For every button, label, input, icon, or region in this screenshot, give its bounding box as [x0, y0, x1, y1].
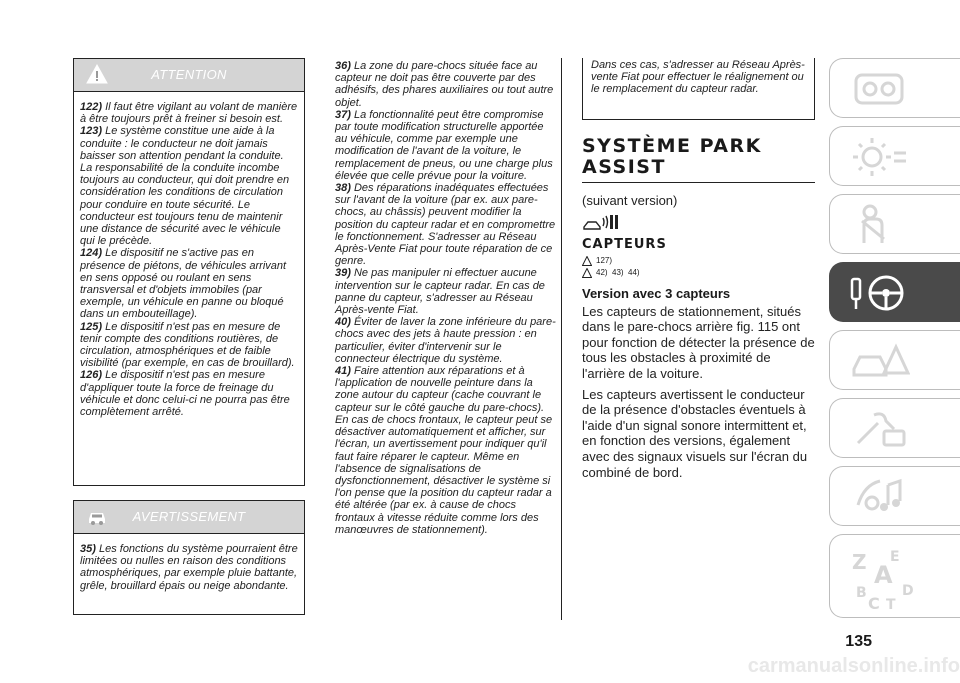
safety-seatbelt-icon	[850, 203, 910, 247]
note-39: 39) Ne pas manipuler ni effectuer aucune intervention sur le capteur radar. En cas de panne du capteur, s'adresser au Réseau Après-vente Fiat.	[335, 267, 545, 317]
tab-dashboard[interactable]	[829, 58, 960, 118]
warning-triangle-car-icon	[850, 339, 910, 383]
alphabetical-index-icon	[850, 543, 930, 613]
chapter-tabs	[829, 58, 960, 618]
svg-text:Z: Z	[852, 550, 867, 574]
ref-row-1: 127)	[582, 256, 815, 266]
avertissement-box	[73, 500, 305, 615]
svg-text:B: B	[856, 585, 867, 601]
note-122: 122) Il faut être vigilant au volant de manière à être toujours prêt à freiner si besoin est.	[80, 101, 298, 126]
note-123: 123) Le système constitue une aide à la conduite : le conducteur ne doit jamais baisser son attention pendant la conduite. La responsabilité de la conduite incombe toujours au conducteur, qui doit prendre en considération les conditions de circulation pour conduire en toute sécurité. Le conducteur est toujours tenu de maintenir une distance de sécurité avec le véhicule qui le précède.	[80, 125, 290, 248]
tab-emergency[interactable]	[829, 330, 960, 390]
warning-triangle-icon	[582, 256, 592, 266]
avertissement-notes	[74, 534, 304, 592]
svg-text:D: D	[902, 583, 914, 599]
note-125: 125) Le dispositif n'est pas en mesure de tenir compte des conditions routières, de circulation, atmosphériques et de faible visibilité (par exemple, en cas de brouillard).	[80, 320, 295, 370]
tab-lights[interactable]	[829, 126, 960, 186]
continuation-text: Dans ces cas, s'adresser au Réseau Après-vente Fiat pour effectuer le réalignement ou le remplacement du capteur radar.	[591, 59, 805, 96]
tab-maintenance[interactable]	[829, 398, 960, 458]
avertissement-title: AVERTISSEMENT	[132, 509, 246, 524]
note-38: 38) Des réparations inadéquates effectuées sur l'avant de la voiture (par ex. aux pare-chocs, au châssis) peuvent modifier la position du capteur radar et en compromettre le fonctionnement. S'adresser au Réseau Après-Vente Fiat pour toute réparation de ce genre.	[335, 182, 556, 268]
attention-title: ATTENTION	[151, 67, 227, 82]
tab-starting-driving[interactable]	[829, 262, 960, 322]
svg-text:E: E	[890, 549, 900, 565]
attention-box	[73, 58, 305, 486]
svg-text:A: A	[874, 561, 893, 589]
section-title: SYSTÈME PARK ASSIST	[582, 135, 762, 178]
subsection-title: CAPTEURS	[582, 236, 667, 252]
steering-wheel-key-icon	[850, 271, 910, 315]
park-assist-icon	[582, 212, 622, 232]
note-126: 126) Le dispositif n'est pas en mesure d'appliquer toute la force de freinage du véhicule et donc celui-ci ne pourra pas être complètement arrêté.	[80, 369, 290, 419]
version-note: (suivant version)	[582, 193, 678, 208]
svg-text:T: T	[886, 597, 896, 613]
note-124: 124) Le dispositif ne s'active pas en présence de piétons, de véhicules arrivant en sens opposé ou roulant en sens transversal et d'objets immobiles (par exemple, un véhicule en panne ou bloqué dans un embouteillage).	[80, 247, 287, 321]
tab-index[interactable]	[829, 534, 960, 618]
paragraph-1: Les capteurs de stationnement, situés dans le pare-chocs arrière fig. 115 ont pour fonction de détecter la présence de tous les obstacles à proximité de l'arrière de la voiture.	[582, 303, 815, 381]
note-40: 40) Éviter de laver la zone inférieure du pare-chocs avec des jets à haute pression : en particulier, éviter d'intervenir sur le connecteur électrique du système.	[335, 316, 556, 365]
attention-notes	[74, 92, 304, 418]
continuation-box	[582, 58, 815, 120]
dashboard-car-icon	[850, 67, 910, 111]
note-35: 35) Les fonctions du système pourraient être limitées ou nulles en raison des conditions atmosphériques, par exemple pluie battante, grêle, brouillard épais ou neige abondante.	[80, 543, 298, 592]
caution-hand-icon	[582, 268, 592, 278]
multimedia-music-icon	[850, 475, 910, 519]
ref-row-2: 42) 43) 44)	[582, 268, 815, 278]
note-36: 36) La zone du pare-chocs située face au capteur ne doit pas être couverte par des adhésifs, des phares auxiliaires ou tout autre objet.	[335, 60, 554, 109]
note-41: 41) Faire attention aux réparations et à l'application de nouvelle peinture dans la zone autour du capteur (cache couvrant le capteur sur le côté gauche du pare-chocs). En cas de chocs frontaux, le capteur peut se désactiver automatiquement et afficher, sur l'écran, un avertissement pour indiquer qu'il faut faire réparer le capteur. Même en l'absence de signalisations de dysfonctionnement, désactiver le système si l'on pense que la position du capteur radar a été altérée (par ex. à cause de chocs frontaux à vitesse réduite comme lors des manœuvres de stationnement).	[335, 365, 553, 536]
section-rule	[582, 182, 815, 183]
note-37: 37) La fonctionnalité peut être compromise par toute modification structurelle apportée au véhicule, comme par exemple une modification de l'avant de la voiture, le remplacement de pneus, ou une charge plus élevée que celle prévue pour la voiture.	[335, 108, 553, 182]
tab-safety[interactable]	[829, 194, 960, 254]
footer-watermark: carmanualsonline.info	[747, 655, 960, 677]
main-column	[582, 58, 815, 480]
page-number: 135	[845, 633, 872, 650]
notes-column	[331, 58, 562, 620]
paragraph-2: Les capteurs avertissent le conducteur de la présence d'obstacles éventuels à l'aide d'un signal sonore intermittent et, en fonction des versions, également avec des signaux visuels sur l'écran du combiné de bord.	[582, 386, 808, 480]
svg-text:C: C	[868, 594, 880, 613]
tab-multimedia[interactable]	[829, 466, 960, 526]
version-heading: Version avec 3 capteurs	[582, 285, 731, 301]
lights-sun-icon	[850, 135, 910, 179]
avertissement-header	[74, 501, 304, 534]
attention-header	[74, 59, 304, 92]
service-wrench-icon	[850, 407, 910, 451]
